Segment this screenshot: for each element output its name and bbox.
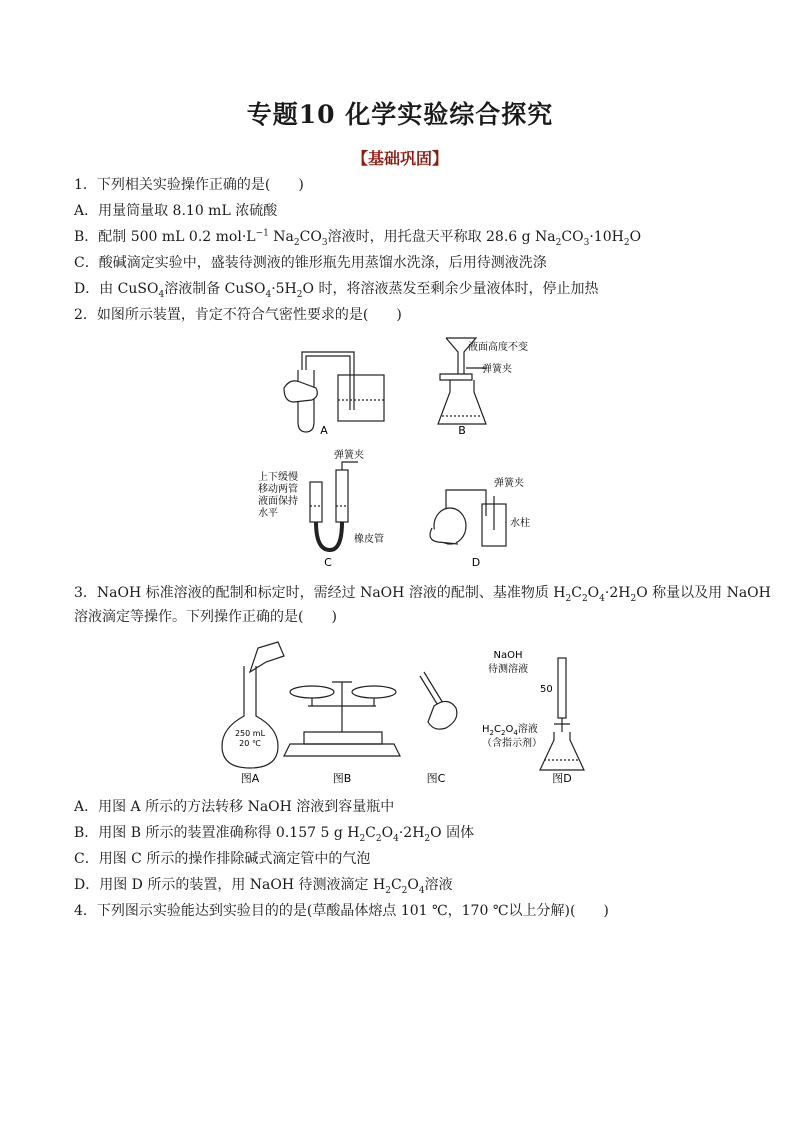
- q2-label-c: C: [324, 556, 332, 569]
- hand: [284, 381, 317, 402]
- q3-option-a: A．用图 A 所示的方法转移 NaOH 溶液到容量瓶中: [74, 799, 395, 815]
- q1-option-b: B．配制 500 mL 0.2 $mol\cdot L^{-1}$ $Na_2CO_3$溶液时，用托盘天平称取 28.6 g $Na_2CO_3\cdot 10H_2O$: [74, 228, 642, 248]
- q3-apparatus-figure: [214, 636, 594, 786]
- q3-option-b: B．用图 B 所示的装置准确称得 0.157 5 g $H_2C_2O_4\cdot 2H_2O$ 固体: [74, 825, 475, 844]
- q2-d-note-clip: 弹簧夹: [494, 478, 524, 489]
- tube-left: [310, 482, 322, 522]
- q1-option-a: A．用量筒量取 8.10 mL 浓硫酸: [74, 203, 278, 219]
- q2-label-a: A: [320, 424, 328, 437]
- balance-base: [284, 744, 400, 756]
- page-title: 专题10 化学实验综合探究: [246, 100, 554, 129]
- q3-label-b: 图B: [332, 772, 352, 785]
- q2-b-note-clip: 弹簧夹: [482, 364, 512, 375]
- rubber-tube: [316, 522, 342, 550]
- q2-label-b: B: [458, 424, 466, 437]
- balance-pan-left: [290, 686, 334, 698]
- q3-d-indicator: （含指示剂）: [482, 738, 542, 749]
- volumetric-flask: [222, 666, 278, 768]
- q3-d-naoh: NaOH: [493, 650, 523, 661]
- q3-d-liquid: 待测溶液: [488, 664, 528, 675]
- q3-label-a: 图A: [240, 772, 260, 785]
- q3-label-c: 图C: [426, 772, 446, 785]
- q3-label-d: 图D: [552, 772, 572, 785]
- q4-stem: 4．下列图示实验能达到实验目的的是(草酸晶体熔点 101 ℃，170 ℃以上分解)( ): [74, 903, 609, 919]
- section-title: 【基础巩固】: [351, 149, 448, 168]
- q3-flask-temp: 20 ℃: [239, 739, 261, 748]
- beaker: [338, 375, 384, 421]
- q1-stem: 1．下列相关实验操作正确的是( ): [74, 177, 304, 193]
- hand-c: [428, 701, 457, 729]
- conical-flask-d: [540, 732, 584, 770]
- q1-option-d: D．由 CuSO$_4$溶液制备 $CuSO_4\cdot 5H_2O$ 时，将溶液蒸发至剩余少量液体时，停止加热: [74, 281, 599, 300]
- burette: [558, 658, 566, 718]
- q3-stem-line2: 溶液滴定等操作。下列操作正确的是( ): [74, 609, 337, 625]
- q3-d-acid: $H_2C_2O_4$溶液: [482, 724, 538, 737]
- conical-flask: [438, 380, 486, 424]
- q2-c-note-tube: 橡皮管: [354, 534, 384, 545]
- q2-c-note-4: 水平: [258, 508, 278, 519]
- q2-b-note-level: 液面高度不变: [468, 342, 528, 353]
- q2-d-note-water: 水柱: [510, 518, 530, 529]
- q2-c-note-clip: 弹簧夹: [334, 450, 364, 461]
- pouring-beaker: [250, 642, 284, 672]
- q3-option-c: C．用图 C 所示的操作排除碱式滴定管中的气泡: [74, 851, 371, 867]
- q2-label-d: D: [471, 556, 481, 569]
- q2-apparatus-figure: [250, 330, 570, 570]
- q3-option-d: D．用图 D 所示的装置，用 NaOH 待测液滴定 $H_2C_2O_4$溶液: [74, 877, 453, 896]
- q2-c-note-3: 液面保持: [258, 496, 298, 507]
- q3-d-scale: 50: [540, 684, 553, 695]
- q3-stem-line1: 3．NaOH 标准溶液的配制和标定时，需经过 NaOH 溶液的配制、基准物质 $H_2C_2O_4\cdot 2H_2O$ 称量以及用 NaOH: [74, 585, 771, 604]
- q2-stem: 2．如图所示装置，肯定不符合气密性要求的是( ): [74, 307, 402, 323]
- q1-option-c: C．酸碱滴定实验中，盛装待测液的锥形瓶先用蒸馏水洗涤，后用待测液洗涤: [74, 255, 547, 271]
- balance-pan-right: [352, 686, 396, 698]
- hand-d: [430, 528, 458, 544]
- q2-c-note-2: 移动两管: [258, 484, 298, 495]
- q2-c-note-1: 上下缓慢: [258, 472, 298, 483]
- q3-flask-volume: 250 mL: [234, 729, 266, 738]
- tube-right: [336, 470, 348, 522]
